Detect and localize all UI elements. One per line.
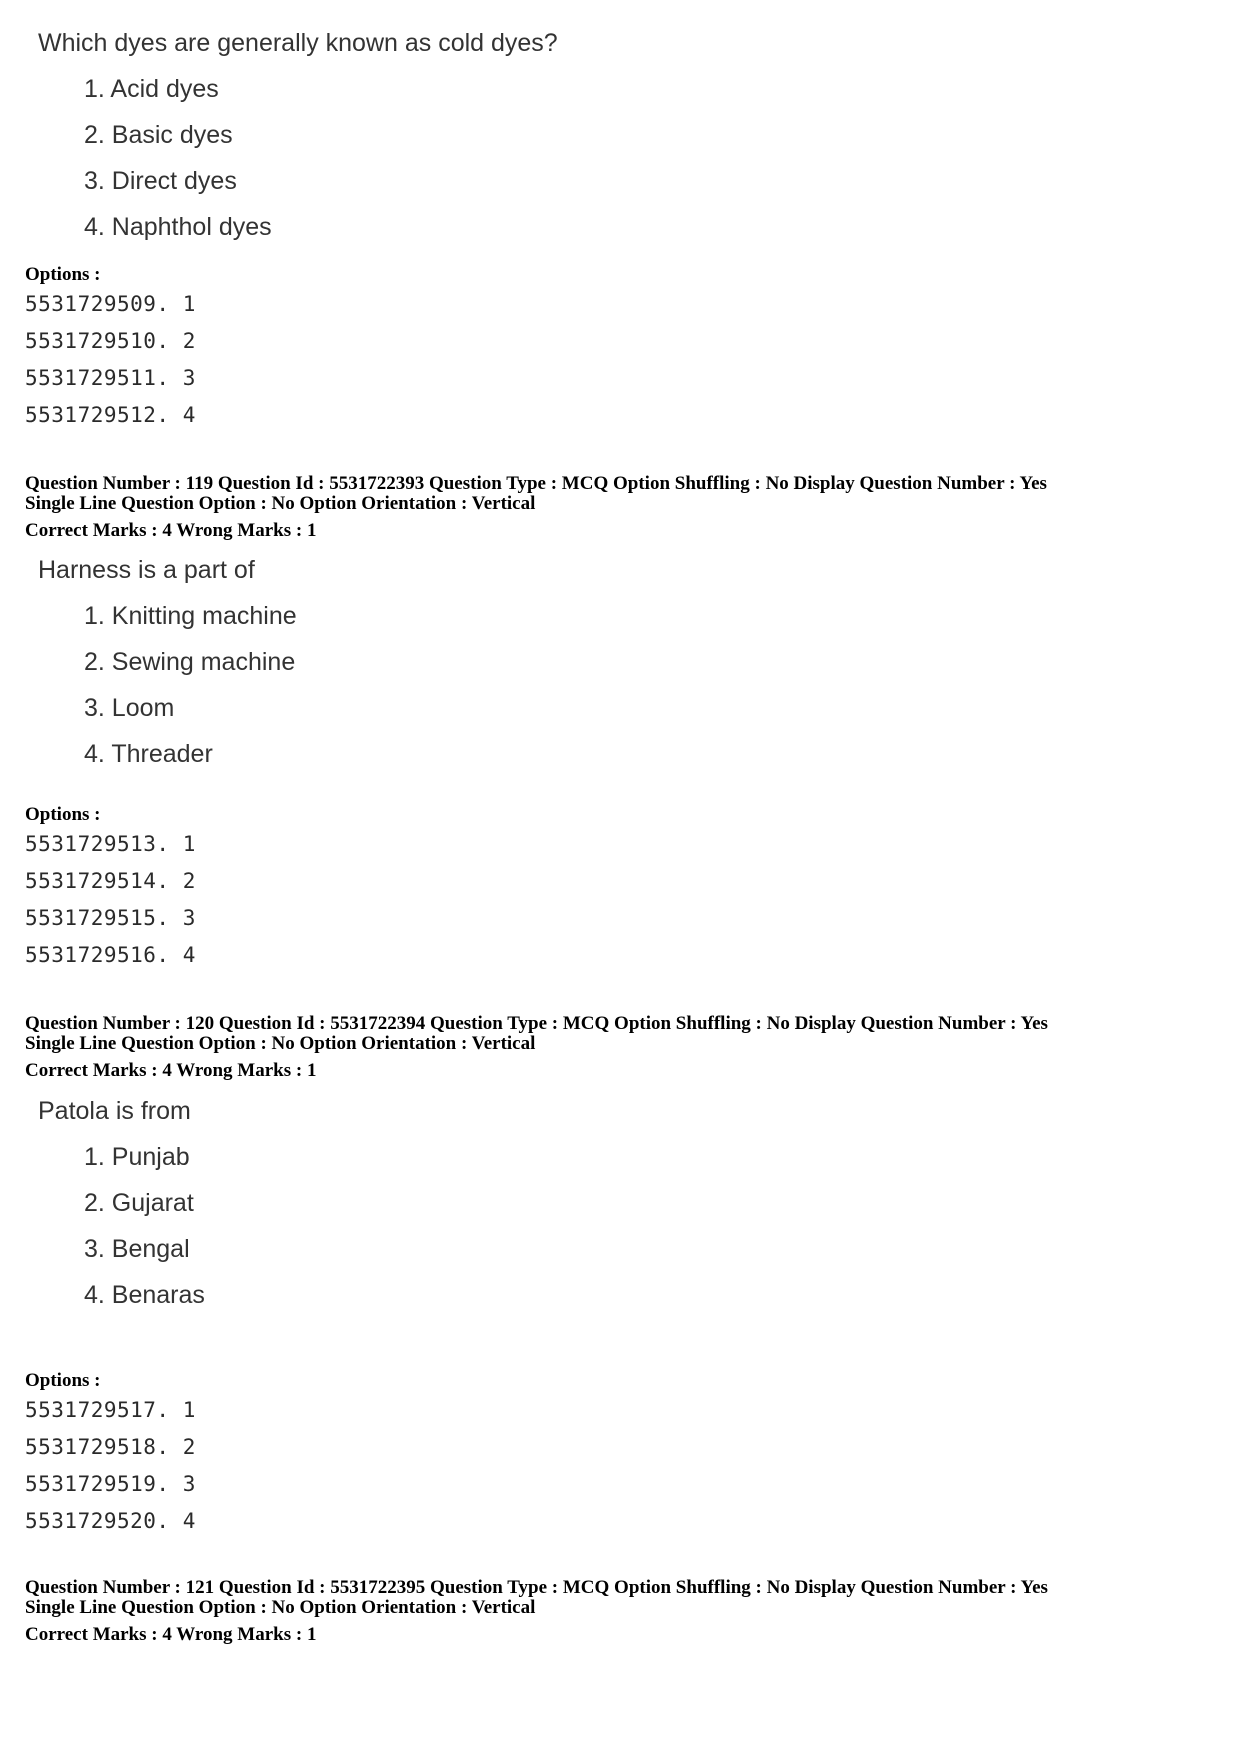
option-item: 5531729515. 3: [25, 906, 196, 930]
options-list: [25, 1392, 196, 1540]
question-image-harness: [38, 555, 297, 769]
question-choice-list: [38, 1142, 205, 1310]
question-image-cold-dyes: [38, 28, 558, 242]
question-stem: Which dyes are generally known as cold dyes?: [38, 29, 558, 57]
option-item: 5531729513. 1: [25, 832, 196, 856]
option-item: 5531729512. 4: [25, 403, 196, 427]
question-meta-line: Question Number : 121 Question Id : 5531722395 Question Type : MCQ Option Shuffling : No Display Question Number : Yes: [25, 1577, 1048, 1598]
question-choice: 2. Sewing machine: [84, 648, 296, 676]
marks-line: Correct Marks : 4 Wrong Marks : 1: [25, 1060, 317, 1081]
option-item: 5531729514. 2: [25, 869, 196, 893]
marks-line: Correct Marks : 4 Wrong Marks : 1: [25, 1624, 317, 1645]
question-choice: 2. Gujarat: [84, 1189, 194, 1217]
question-choice: 4. Benaras: [84, 1281, 205, 1309]
question-image-patola: [38, 1096, 205, 1310]
question-choice: 3. Loom: [84, 694, 175, 722]
question-meta-line: Question Number : 119 Question Id : 5531722393 Question Type : MCQ Option Shuffling : No Display Question Number : Yes: [25, 473, 1047, 494]
question-meta-120: [25, 1014, 1048, 1081]
question-choice: 4. Naphthol dyes: [84, 213, 272, 241]
options-label: Options :: [25, 264, 101, 285]
question-stem: Patola is from: [38, 1097, 191, 1125]
question-choice-list: [38, 601, 297, 769]
question-meta-line: Question Number : 120 Question Id : 5531722394 Question Type : MCQ Option Shuffling : No Display Question Number : Yes: [25, 1013, 1048, 1034]
option-item: 5531729516. 4: [25, 943, 196, 967]
option-item: 5531729520. 4: [25, 1509, 196, 1533]
question-choice-list: [38, 74, 558, 242]
option-item: 5531729517. 1: [25, 1398, 196, 1422]
options-label: Options :: [25, 1370, 101, 1391]
question-meta-line: Single Line Question Option : No Option Orientation : Vertical: [25, 1033, 536, 1054]
question-choice: 1. Acid dyes: [84, 75, 219, 103]
question-meta-121: [25, 1578, 1048, 1645]
question-meta-line: Single Line Question Option : No Option Orientation : Vertical: [25, 493, 536, 514]
option-item: 5531729509. 1: [25, 292, 196, 316]
question-choice: 1. Punjab: [84, 1143, 190, 1171]
question-choice: 1. Knitting machine: [84, 602, 297, 630]
options-list: [25, 826, 196, 974]
question-choice: 2. Basic dyes: [84, 121, 233, 149]
question-choice: 3. Direct dyes: [84, 167, 237, 195]
question-stem: Harness is a part of: [38, 556, 255, 584]
options-label: Options :: [25, 804, 101, 825]
options-list: [25, 286, 196, 434]
question-meta-119: [25, 474, 1047, 541]
option-item: 5531729510. 2: [25, 329, 196, 353]
question-choice: 4. Threader: [84, 740, 213, 768]
question-meta-line: Single Line Question Option : No Option Orientation : Vertical: [25, 1597, 536, 1618]
option-item: 5531729519. 3: [25, 1472, 196, 1496]
question-choice: 3. Bengal: [84, 1235, 190, 1263]
option-item: 5531729518. 2: [25, 1435, 196, 1459]
option-item: 5531729511. 3: [25, 366, 196, 390]
marks-line: Correct Marks : 4 Wrong Marks : 1: [25, 520, 317, 541]
